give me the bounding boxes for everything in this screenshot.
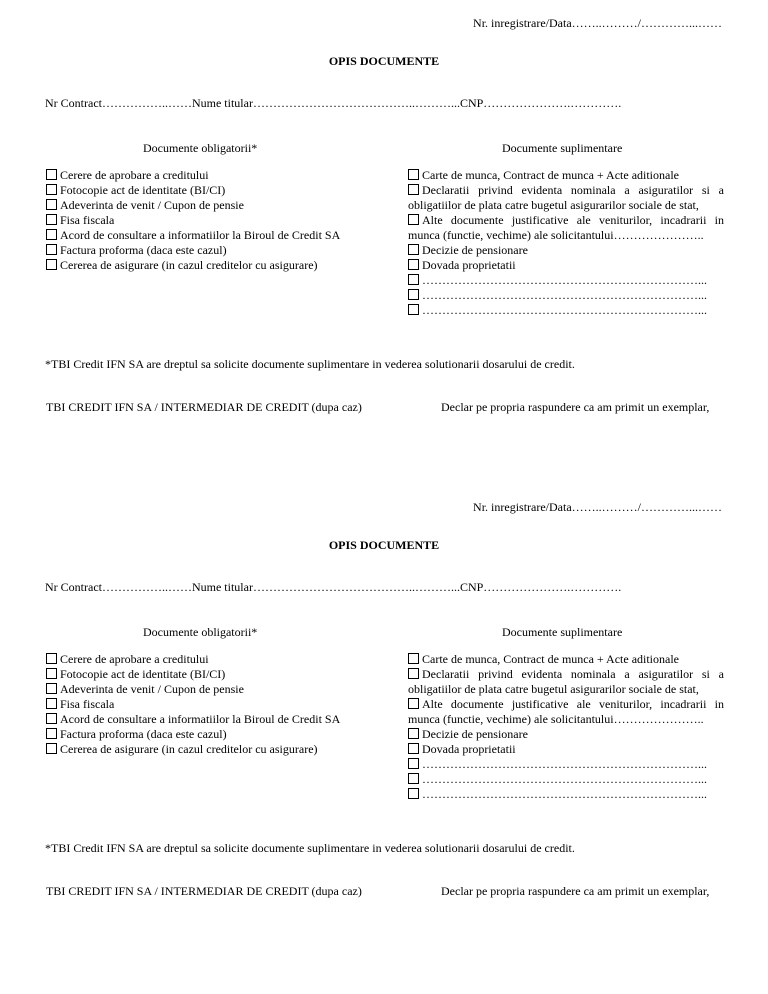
list-item — [408, 303, 724, 318]
list-item: Declaratii privind evidenta nominala a asiguratilor si a obligatiilor de plata catre bugetul asigurarilor sociale de stat, — [408, 667, 724, 696]
checkbox[interactable] — [408, 244, 419, 255]
blank-line[interactable]: ……………………………………………………………... — [422, 273, 707, 287]
checkbox[interactable] — [408, 169, 419, 180]
list-item: Decizie de pensionare — [408, 243, 724, 258]
list-item: Decizie de pensionare — [408, 727, 724, 742]
checkbox[interactable] — [46, 653, 57, 664]
blank-line[interactable]: ……………………………………………………………... — [422, 303, 707, 317]
list-item — [408, 757, 724, 772]
checkbox[interactable] — [408, 653, 419, 664]
checkbox[interactable] — [46, 259, 57, 270]
document-title: OPIS DOCUMENTE — [328, 538, 440, 552]
list-item: Fisa fiscala — [46, 213, 376, 228]
list-item: Cererea de asigurare (in cazul creditelor cu asigurare) — [46, 742, 376, 757]
list-item — [408, 273, 724, 288]
checkbox[interactable] — [408, 214, 419, 225]
signature-declaration: Declar pe propria raspundere ca am primit un exemplar, — [441, 884, 710, 898]
list-item: Carte de munca, Contract de munca + Acte aditionale — [408, 652, 724, 667]
list-item — [408, 288, 724, 303]
checkbox[interactable] — [46, 668, 57, 679]
additional-docs-header: Documente suplimentare — [502, 141, 623, 155]
signature-lender: TBI CREDIT IFN SA / INTERMEDIAR DE CREDIT (dupa caz) — [46, 884, 362, 898]
list-item: Dovada proprietatii — [408, 258, 724, 273]
checkbox[interactable] — [46, 683, 57, 694]
document-title: OPIS DOCUMENTE — [328, 54, 440, 68]
list-item: Carte de munca, Contract de munca + Acte aditionale — [408, 168, 724, 183]
blank-line[interactable]: ……………………………………………………………... — [422, 772, 707, 786]
mandatory-docs-header: Documente obligatorii* — [143, 625, 258, 639]
registration-line: Nr. inregistrare/Data……..………/…………...…… — [473, 500, 722, 514]
additional-docs-list — [408, 652, 724, 802]
checkbox[interactable] — [408, 668, 419, 679]
checkbox[interactable] — [46, 229, 57, 240]
signature-lender: TBI CREDIT IFN SA / INTERMEDIAR DE CREDIT (dupa caz) — [46, 400, 362, 414]
list-item: Adeverinta de venit / Cupon de pensie — [46, 682, 376, 697]
list-item: Cererea de asigurare (in cazul creditelor cu asigurare) — [46, 258, 376, 273]
checkbox[interactable] — [408, 728, 419, 739]
checkbox[interactable] — [408, 259, 419, 270]
checkbox[interactable] — [408, 758, 419, 769]
registration-line: Nr. inregistrare/Data……..………/…………...…… — [473, 16, 722, 30]
list-item: Factura proforma (daca este cazul) — [46, 727, 376, 742]
list-item: Fotocopie act de identitate (BI/CI) — [46, 667, 376, 682]
blank-line[interactable]: ……………………………………………………………... — [422, 757, 707, 771]
checkbox[interactable] — [408, 289, 419, 300]
signature-declaration: Declar pe propria raspundere ca am primit un exemplar, — [441, 400, 710, 414]
contract-line: Nr Contract……………..……Nume titular…………………………………..………...CNP………………….…………. — [45, 580, 622, 594]
list-item: Cerere de aprobare a creditului — [46, 168, 376, 183]
list-item: Alte documente justificative ale veniturilor, incadrarii in munca (functie, vechime) ale solicitantului………………….. — [408, 213, 724, 242]
list-item: Alte documente justificative ale veniturilor, incadrarii in munca (functie, vechime) ale solicitantului………………….. — [408, 697, 724, 726]
opis-section-2 — [0, 484, 768, 954]
list-item: Acord de consultare a informatiilor la Biroul de Credit SA — [46, 228, 376, 243]
list-item: Fotocopie act de identitate (BI/CI) — [46, 183, 376, 198]
blank-line[interactable]: ……………………………………………………………... — [422, 787, 707, 801]
checkbox[interactable] — [46, 698, 57, 709]
additional-docs-header: Documente suplimentare — [502, 625, 623, 639]
checkbox[interactable] — [408, 304, 419, 315]
additional-docs-list — [408, 168, 724, 318]
checkbox[interactable] — [46, 214, 57, 225]
list-item: Cerere de aprobare a creditului — [46, 652, 376, 667]
checkbox[interactable] — [46, 169, 57, 180]
checkbox[interactable] — [46, 743, 57, 754]
checkbox[interactable] — [46, 713, 57, 724]
checkbox[interactable] — [46, 244, 57, 255]
checkbox[interactable] — [46, 184, 57, 195]
list-item: Factura proforma (daca este cazul) — [46, 243, 376, 258]
mandatory-docs-list — [46, 652, 376, 757]
mandatory-docs-list — [46, 168, 376, 273]
blank-line[interactable]: ……………………………………………………………... — [422, 288, 707, 302]
mandatory-docs-header: Documente obligatorii* — [143, 141, 258, 155]
checkbox[interactable] — [408, 274, 419, 285]
contract-line: Nr Contract……………..……Nume titular…………………………………..………...CNP………………….…………. — [45, 96, 622, 110]
checkbox[interactable] — [408, 698, 419, 709]
checkbox[interactable] — [408, 788, 419, 799]
list-item: Fisa fiscala — [46, 697, 376, 712]
checkbox[interactable] — [46, 199, 57, 210]
list-item — [408, 772, 724, 787]
list-item — [408, 787, 724, 802]
list-item: Declaratii privind evidenta nominala a asiguratilor si a obligatiilor de plata catre bugetul asigurarilor sociale de stat, — [408, 183, 724, 212]
checkbox[interactable] — [408, 743, 419, 754]
footnote: *TBI Credit IFN SA are dreptul sa solicite documente suplimentare in vederea solutionarii dosarului de credit. — [45, 357, 575, 371]
list-item: Dovada proprietatii — [408, 742, 724, 757]
checkbox[interactable] — [408, 184, 419, 195]
checkbox[interactable] — [408, 773, 419, 784]
opis-section-1 — [0, 0, 768, 470]
list-item: Acord de consultare a informatiilor la Biroul de Credit SA — [46, 712, 376, 727]
footnote: *TBI Credit IFN SA are dreptul sa solicite documente suplimentare in vederea solutionarii dosarului de credit. — [45, 841, 575, 855]
checkbox[interactable] — [46, 728, 57, 739]
list-item: Adeverinta de venit / Cupon de pensie — [46, 198, 376, 213]
